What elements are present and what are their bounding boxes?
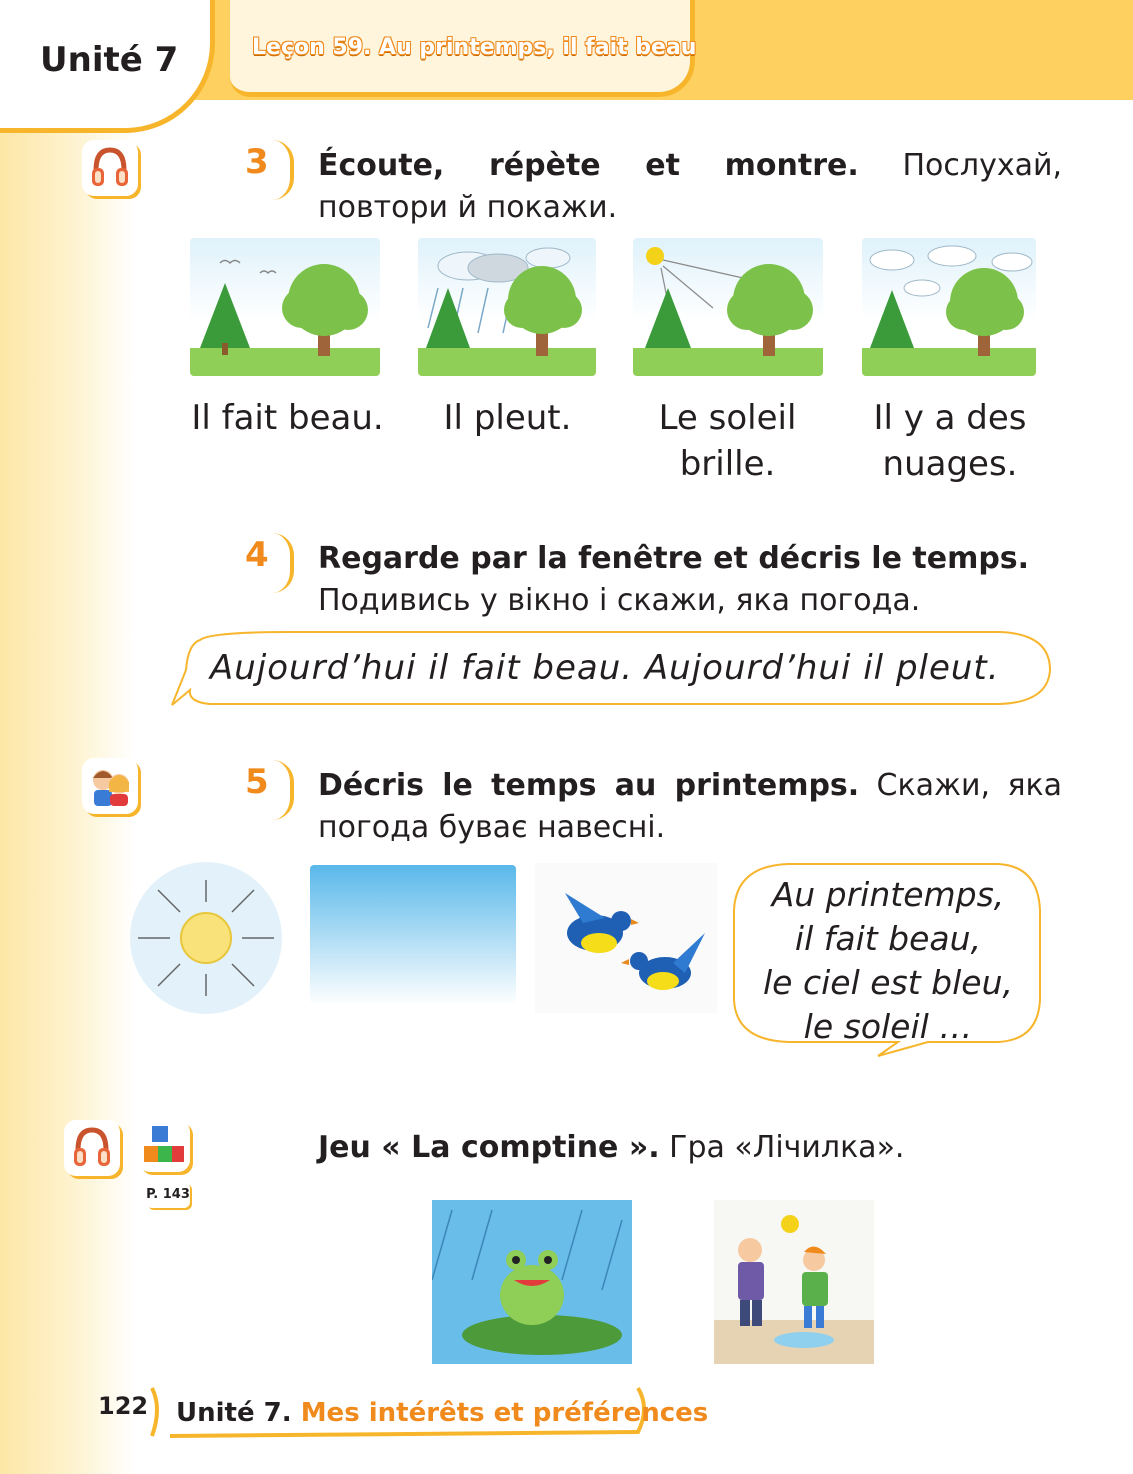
game-audio-icon-box[interactable] <box>64 1120 120 1176</box>
frog-in-rain-picture <box>432 1200 632 1364</box>
caption-sunshine: Le soleil brille. <box>658 398 797 484</box>
speech-bubble-2-line-1: Au printemps, <box>771 875 1005 914</box>
speech-bubble-2-line-4: le soleil … <box>803 1007 973 1046</box>
caption-clouds: Il y a des nuages. <box>873 398 1027 484</box>
blocks-icon <box>142 1124 186 1168</box>
speech-bubble-2-line-2: il fait beau, <box>794 919 982 958</box>
speech-bubble-2-line-3: le ciel est bleu, <box>763 963 1013 1002</box>
exercise-4-instruction <box>318 538 1062 622</box>
side-strip <box>0 0 135 1474</box>
unit-number: 7 <box>154 40 179 80</box>
footer-title <box>176 1398 708 1428</box>
game-blocks-icon-box[interactable] <box>138 1120 190 1172</box>
exercise-5-instruction-fr: Décris le temps au printemps. <box>318 768 860 803</box>
exercise-3-bracket <box>272 140 294 200</box>
scene-rain <box>418 238 596 376</box>
exercise-4-number: 4 <box>245 535 269 575</box>
audio-icon-box[interactable] <box>82 140 138 196</box>
exercise-5-instruction <box>318 765 1062 849</box>
exercise-4-instruction-ua: Подивись у вікно і скажи, яка погода. <box>318 583 921 618</box>
speaking-icon-box[interactable] <box>82 758 138 814</box>
rain-picture <box>418 238 596 376</box>
fine-weather-picture <box>190 238 380 376</box>
unit-word: Unité <box>40 40 143 80</box>
scene-sunshine <box>633 238 823 376</box>
sunshine-picture <box>633 238 823 376</box>
children-in-spring-picture <box>714 1200 874 1364</box>
headphones-icon <box>90 146 130 190</box>
game-instruction-fr: Jeu « La comptine ». <box>318 1130 660 1165</box>
exercise-4-instruction-fr: Regarde par la fenêtre et décris le temps. <box>318 541 1030 576</box>
game-instruction <box>318 1127 1062 1169</box>
unit-label <box>40 40 178 80</box>
headphones-icon <box>72 1126 112 1170</box>
exercise-3-instruction <box>318 145 1062 229</box>
children-icon <box>88 764 132 808</box>
lesson-title: Leçon 59. Au printemps, il fait beau <box>252 35 697 60</box>
blue-sky-picture <box>310 865 516 1005</box>
page-reference[interactable]: P. 143 <box>146 1182 190 1208</box>
speech-bubble-1-text: Aujourd’hui il fait beau. Aujourd’hui il pleut. <box>210 648 1000 688</box>
exercise-4-bracket <box>272 533 294 593</box>
exercise-5-bracket <box>272 760 294 820</box>
birds-picture <box>535 863 717 1013</box>
page-number: 122 <box>98 1392 149 1420</box>
footer-unit-title: Mes intérêts et préférences <box>300 1398 709 1428</box>
game-instruction-ua: Гра «Лічилка». <box>659 1130 905 1165</box>
exercise-5-number: 5 <box>245 762 269 802</box>
sun-picture <box>128 860 284 1016</box>
exercise-3-instruction-ua: Послухай, повтори й покажи. <box>318 148 1063 225</box>
scene-clouds <box>862 238 1036 376</box>
clouds-picture <box>862 238 1036 376</box>
exercise-3-instruction-fr: Écoute, répète et montre. <box>318 148 859 183</box>
scene-fine-weather <box>190 238 380 376</box>
exercise-3-number: 3 <box>245 142 269 182</box>
footer-unit-label: Unité 7. <box>176 1398 292 1428</box>
speech-bubble-2-text <box>738 873 1038 1049</box>
caption-rain: Il pleut. <box>443 398 572 438</box>
caption-fine-weather: Il fait beau. <box>191 398 384 438</box>
exercise-5-instruction-ua: Скажи, яка погода буває навесні. <box>318 768 1062 845</box>
